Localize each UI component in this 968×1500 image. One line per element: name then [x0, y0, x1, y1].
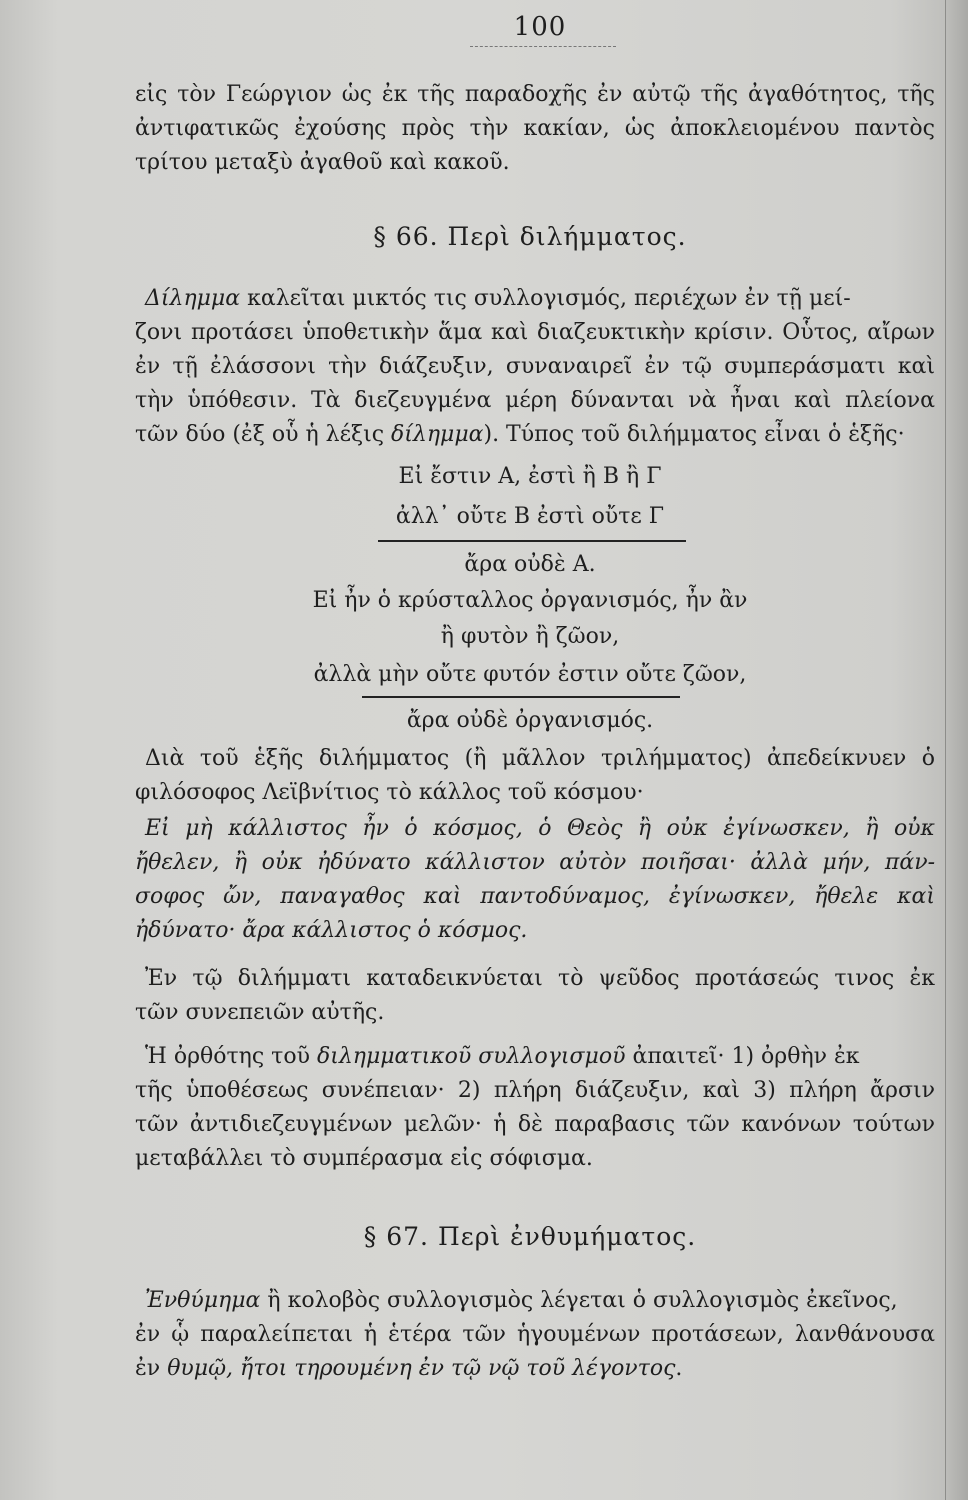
- falsity-paragraph: [135, 962, 935, 1030]
- example-major-1: Εἰ ἦν ὁ κρύσταλλος ὀργανισμός, ἦν ἂν: [312, 588, 748, 613]
- text-line: Ἐν τῷ διλήμματι καταδεικνύεται τὸ ψεῦδος προτάσεώς τινος ἐκ: [145, 966, 935, 991]
- term-dilemma: Δίλημμα: [145, 286, 241, 311]
- term-dilemmatic-syllogism: διλημματικοῦ συλλογισμοῦ: [316, 1044, 626, 1069]
- text-fragment: τῶν δύο (ἐξ οὗ ἡ λέξις: [135, 422, 392, 447]
- text-fragment: ἀπαιτεῖ· 1) ὀρθὴν ἐκ: [625, 1044, 860, 1069]
- text-line: Διὰ τοῦ ἑξῆς διλήμματος (ἢ μᾶλλον τριλήμματος) ἀπεδείκνυεν ὁ: [145, 746, 935, 771]
- text-line: [135, 1284, 935, 1318]
- leibniz-quote: [135, 812, 935, 948]
- text-line: τρίτου μεταξὺ ἀγαθοῦ καὶ κακοῦ.: [135, 150, 510, 175]
- page-number-rule: [470, 46, 616, 47]
- example-major-2: ἢ φυτὸν ἢ ζῶον,: [440, 624, 620, 649]
- term-in-mind: θυμῷ, ἤτοι τηρουμένη ἐν τῷ νῷ τοῦ λέγοντος: [167, 1356, 676, 1381]
- text-line: ζονι προτάσει ὑποθετικὴν ἅμα καὶ διαζευκτικὴν κρίσιν. Οὗτος, αἴρων: [135, 320, 935, 345]
- term-enthymeme: Ἐνθύμημα: [145, 1288, 261, 1313]
- text-line: Εἰ μὴ κάλλιστος ἦν ὁ κόσμος, ὁ Θεὸς ἢ οὐκ ἐγίνωσκεν, ἢ οὐκ: [145, 816, 935, 841]
- text-fragment: ἢ κολοβὸς συλλογισμὸς λέγεται ὁ συλλογισμὸς ἐκεῖνος,: [260, 1288, 898, 1313]
- formula-rule: [378, 540, 686, 542]
- text-line: ἠδύνατο· ἄρα κάλλιστος ὁ κόσμος.: [135, 918, 528, 943]
- example-minor: ἀλλὰ μὴν οὔτε φυτόν ἐστιν οὔτε ζῶον,: [313, 662, 747, 687]
- correctness-paragraph: [135, 1040, 935, 1176]
- text-line: τῶν ἀντιδιεζευγμένων μελῶν· ἡ δὲ παραβασις τῶν κανόνων τούτων: [135, 1112, 935, 1137]
- text-line: σοφος ὤν, παναγαθος καὶ παντοδύναμος, ἐγίνωσκεν, ἤθελε καὶ: [135, 884, 935, 909]
- text-line: [135, 1352, 935, 1386]
- text-fragment: ἐν: [135, 1356, 168, 1381]
- text-line: μεταβάλλει τὸ συμπέρασμα εἰς σόφισμα.: [135, 1146, 593, 1171]
- intro-paragraph: [135, 78, 935, 180]
- formula-major: Εἰ ἔστιν Α, ἐστὶ ἢ Β ἢ Γ: [398, 464, 662, 489]
- section-67-heading: § 67. Περὶ ἐνθυμήματος.: [363, 1222, 697, 1251]
- term-dilemma-inline: δίλημμα: [391, 422, 484, 447]
- text-fragment: ). Τύπος τοῦ διλήμματος εἶναι ὁ ἑξῆς·: [483, 422, 905, 447]
- text-fragment: καλεῖται μικτός τις συλλογισμός, περιέχων ἐν τῇ μεί-: [240, 286, 851, 311]
- section-66-heading: § 66. Περὶ διλήμματος.: [373, 222, 687, 251]
- example-rule: [362, 696, 680, 698]
- formula-minor: ἀλλ᾽ οὔτε Β ἐστὶ οὔτε Γ: [395, 504, 665, 529]
- leibniz-paragraph: [135, 742, 935, 810]
- text-line: εἰς τὸν Γεώργιον ὡς ἐκ τῆς παραδοχῆς ἐν αὐτῷ τῆς ἀγαθότητος, τῆς: [135, 82, 935, 107]
- text-line: ἀντιφατικῶς ἐχούσης πρὸς τὴν κακίαν, ὡς ἀποκλειομένου παντὸς: [135, 116, 935, 141]
- text-line: τὴν ὑπόθεσιν. Τὰ διεζευγμένα μέρη δύνανται νὰ ἦναι καὶ πλείονα: [135, 388, 935, 413]
- text-line: τῶν συνεπειῶν αὐτῆς.: [135, 1000, 385, 1025]
- text-line: τῆς ὑποθέσεως συνέπειαν· 2) πλήρη διάζευξιν, καὶ 3) πλήρη ἄρσιν: [135, 1078, 935, 1103]
- example-conclusion: ἄρα οὐδὲ ὀργανισμός.: [406, 708, 654, 733]
- text-line: ἐν τῇ ἐλάσσονι τὴν διάζευξιν, συναναιρεῖ ἐν τῷ συμπεράσματι καὶ: [135, 354, 935, 379]
- text-line: [135, 418, 935, 452]
- text-line: ἤθελεν, ἢ οὐκ ἠδύνατο κάλλιστον αὐτὸν ποιῆσαι· ἀλλὰ μήν, πάν-: [135, 850, 935, 875]
- text-line: φιλόσοφος Λεϊβνίτιος τὸ κάλλος τοῦ κόσμου·: [135, 780, 644, 805]
- enthymeme-definition: [135, 1284, 935, 1386]
- text-fragment: Ἡ ὀρθότης τοῦ: [145, 1044, 317, 1069]
- text-line: [135, 282, 935, 316]
- text-line: [135, 1040, 935, 1074]
- page-number: 100: [513, 12, 567, 42]
- text-line: ἐν ᾧ παραλείπεται ἡ ἑτέρα τῶν ἡγουμένων προτάσεων, λανθάνουσα: [135, 1322, 935, 1347]
- dilemma-definition: [135, 282, 935, 452]
- formula-conclusion: ἄρα οὐδὲ Α.: [464, 552, 596, 577]
- text-fragment: .: [675, 1356, 683, 1381]
